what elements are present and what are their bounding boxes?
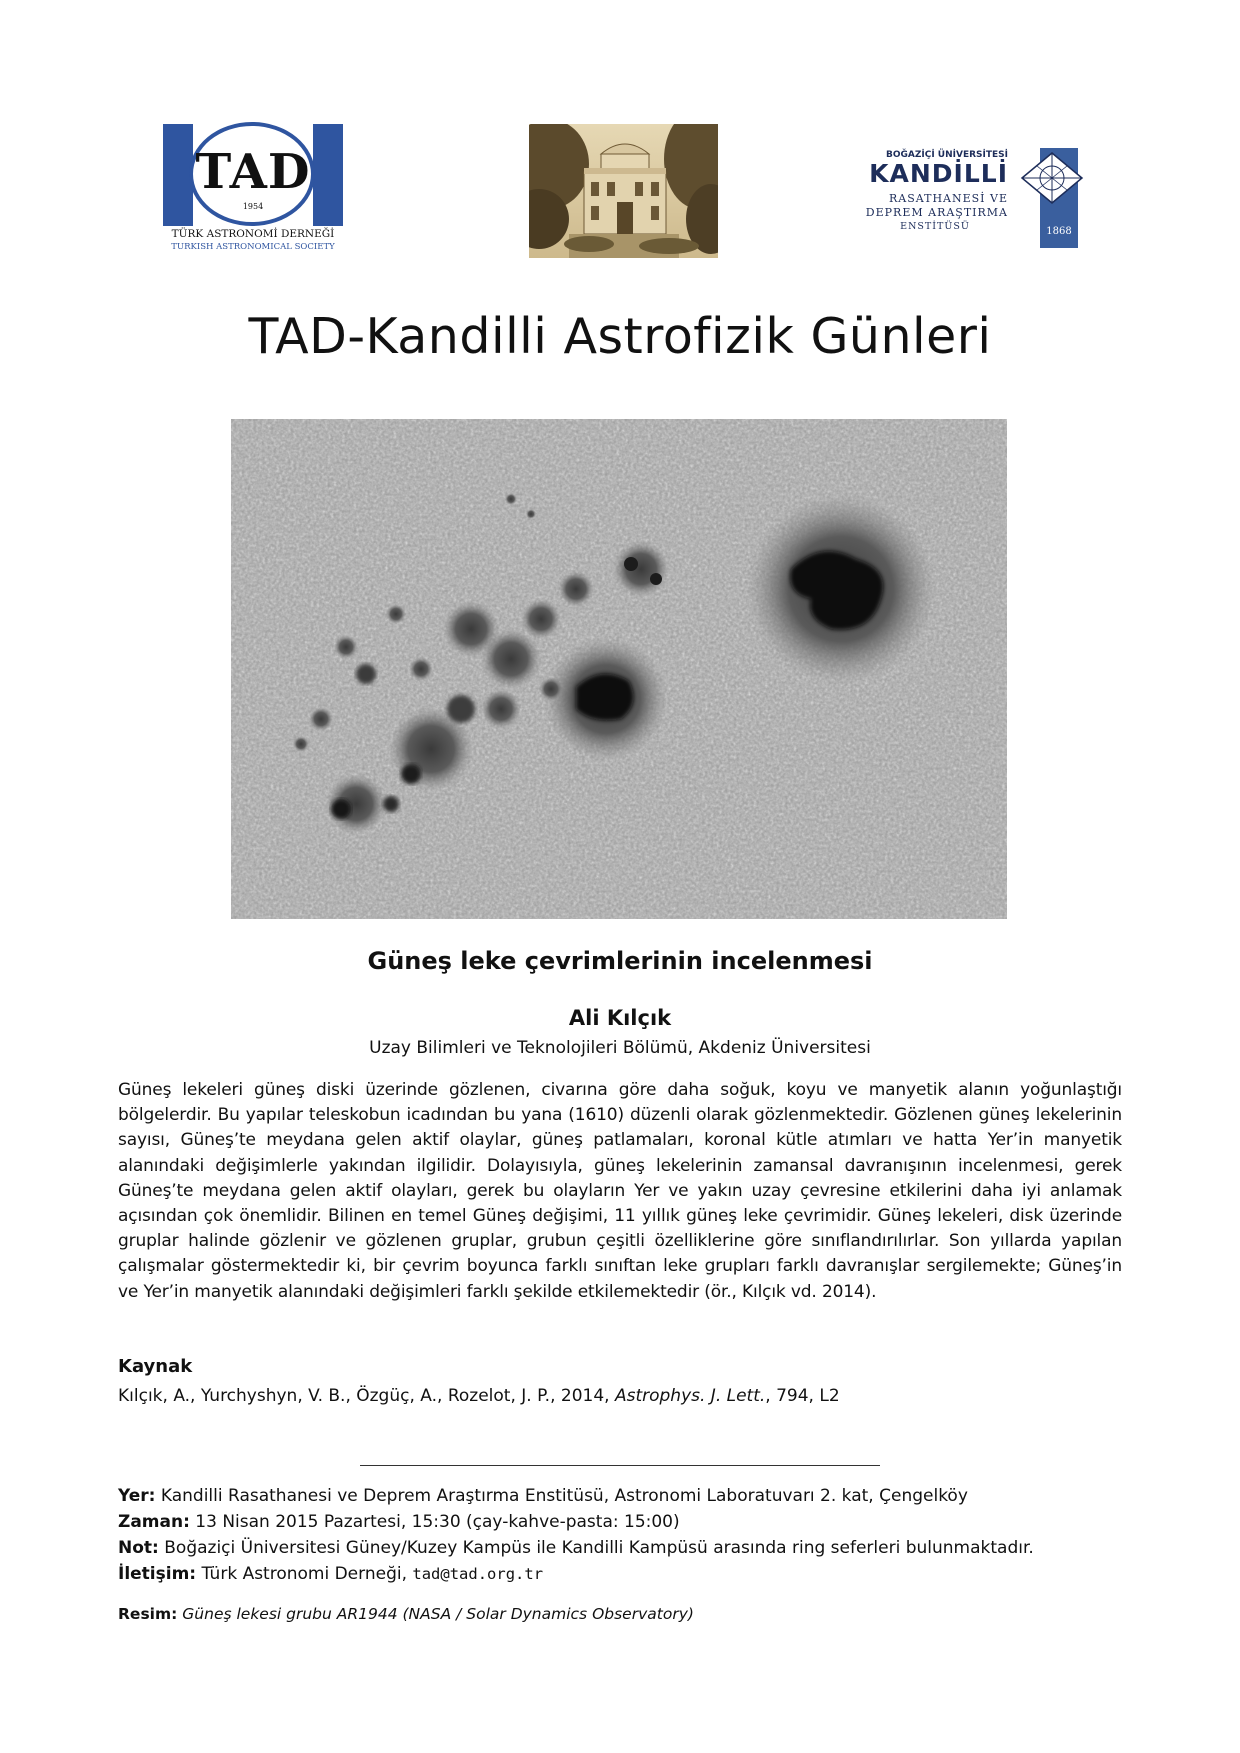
tad-logo bbox=[163, 124, 343, 254]
abstract-paragraph: Güneş lekeleri güneş diski üzerinde gözlenen, civarına göre daha soğuk, koyu ve manyetik alanın yoğunlaştığı bölgelerdir. Bu yapılar teleskobun icadından bu yana (1610) düzenli olarak gözlenmektedir. Gözlenen güneş lekelerinin sayısı, Güneş’te meydana gelen aktif olaylar, güneş patlamaları, koronal kütle atımları ve hatta Yer’in manyetik alanındaki değişimlerle yakından ilgilidir. Dolayısıyla, güneş lekelerinin zamansal davranışının incelenmesi, gerek Güneş’te meydana gelen aktif olayları, gerek bu olayların Yer ve yakın uzay çevresine etkilerini daha iyi anlamak açısından çok önemlidir. Bilinen en temel Güneş değişimi, 11 yıllık güneş leke çevrimidir. Güneş lekeleri, disk üzerinde gruplar halinde gözlenir ve gözlenen gruplar, grubun çeşitli özelliklerine göre sınıflandırılırlar. Son yıllarda yapılan çalışmalar göstermektedir ki, bir çevrim boyunca farklı sınıftan leke grupları farklı davranışlar sergilemekte; Güneş’in ve Yer’in manyetik alanındaki değişimleri farklı şekilde etkilemektedir (ör., Kılçık vd. 2014). bbox=[118, 1080, 1122, 1302]
info-location bbox=[118, 1486, 968, 1506]
tad-logo-name-en: TURKISH ASTRONOMICAL SOCIETY bbox=[171, 242, 335, 252]
info-location-value: Kandilli Rasathanesi ve Deprem Araştırma Enstitüsü, Astronomi Laboratuvarı 2. kat, Çengelköy bbox=[160, 1486, 968, 1506]
reference-heading: Kaynak bbox=[118, 1356, 193, 1377]
tad-logo-name-tr: TÜRK ASTRONOMİ DERNEĞİ bbox=[171, 228, 335, 240]
info-location-label: Yer: bbox=[118, 1486, 156, 1506]
kandilli-university: BOĞAZİÇİ ÜNİVERSİTESİ bbox=[885, 150, 1008, 160]
info-note-label: Not: bbox=[118, 1538, 159, 1558]
talk-title: Güneş leke çevrimlerinin incelenmesi bbox=[367, 947, 873, 975]
reference-rest: , 794, L2 bbox=[765, 1386, 840, 1406]
info-contact-value: Türk Astronomi Derneği, bbox=[201, 1564, 413, 1584]
contact-email[interactable]: tad@tad.org.tr bbox=[412, 1565, 544, 1583]
page-title: TAD-Kandilli Astrofizik Günleri bbox=[248, 308, 992, 365]
kandilli-year: 1868 bbox=[1046, 226, 1072, 237]
kandilli-subtitle-3: ENSTİTÜSÜ bbox=[900, 221, 970, 232]
info-contact-label: İletişim: bbox=[118, 1564, 197, 1584]
kandilli-emblem-icon bbox=[1012, 148, 1084, 248]
info-contact bbox=[118, 1564, 543, 1584]
reference-journal: Astrophys. J. Lett. bbox=[614, 1386, 766, 1406]
divider bbox=[360, 1465, 880, 1466]
kandilli-subtitle-2: DEPREM ARAŞTIRMA bbox=[865, 206, 1008, 219]
kandilli-logo bbox=[862, 128, 1082, 248]
info-time bbox=[118, 1512, 680, 1532]
reference-entry bbox=[118, 1386, 840, 1406]
observatory-photo bbox=[529, 124, 718, 258]
image-credit-value: Güneş lekesi grubu AR1944 (NASA / Solar Dynamics Observatory) bbox=[182, 1605, 694, 1623]
speaker-affiliation: Uzay Bilimleri ve Teknolojileri Bölümü, Akdeniz Üniversitesi bbox=[369, 1038, 871, 1058]
image-credit-label: Resim: bbox=[118, 1605, 178, 1623]
image-credit bbox=[118, 1605, 694, 1623]
tad-logo-letters: TAD bbox=[195, 144, 311, 200]
info-note bbox=[118, 1538, 1034, 1558]
info-time-value: 13 Nisan 2015 Pazartesi, 15:30 (çay-kahve-pasta: 15:00) bbox=[195, 1512, 680, 1532]
info-note-value: Boğaziçi Üniversitesi Güney/Kuzey Kampüs ile Kandilli Kampüsü arasında ring seferleri bulunmaktadır. bbox=[164, 1538, 1034, 1558]
info-time-label: Zaman: bbox=[118, 1512, 190, 1532]
reference-authors: Kılçık, A., Yurchyshyn, V. B., Özgüç, A., Rozelot, J. P., 2014, bbox=[118, 1386, 615, 1406]
tad-logo-year: 1954 bbox=[242, 202, 264, 211]
kandilli-name: KANDİLLİ bbox=[869, 159, 1008, 188]
speaker-name: Ali Kılçık bbox=[568, 1006, 672, 1030]
kandilli-subtitle-1: RASATHANESİ VE bbox=[889, 192, 1008, 205]
sunspot-image bbox=[231, 419, 1007, 919]
